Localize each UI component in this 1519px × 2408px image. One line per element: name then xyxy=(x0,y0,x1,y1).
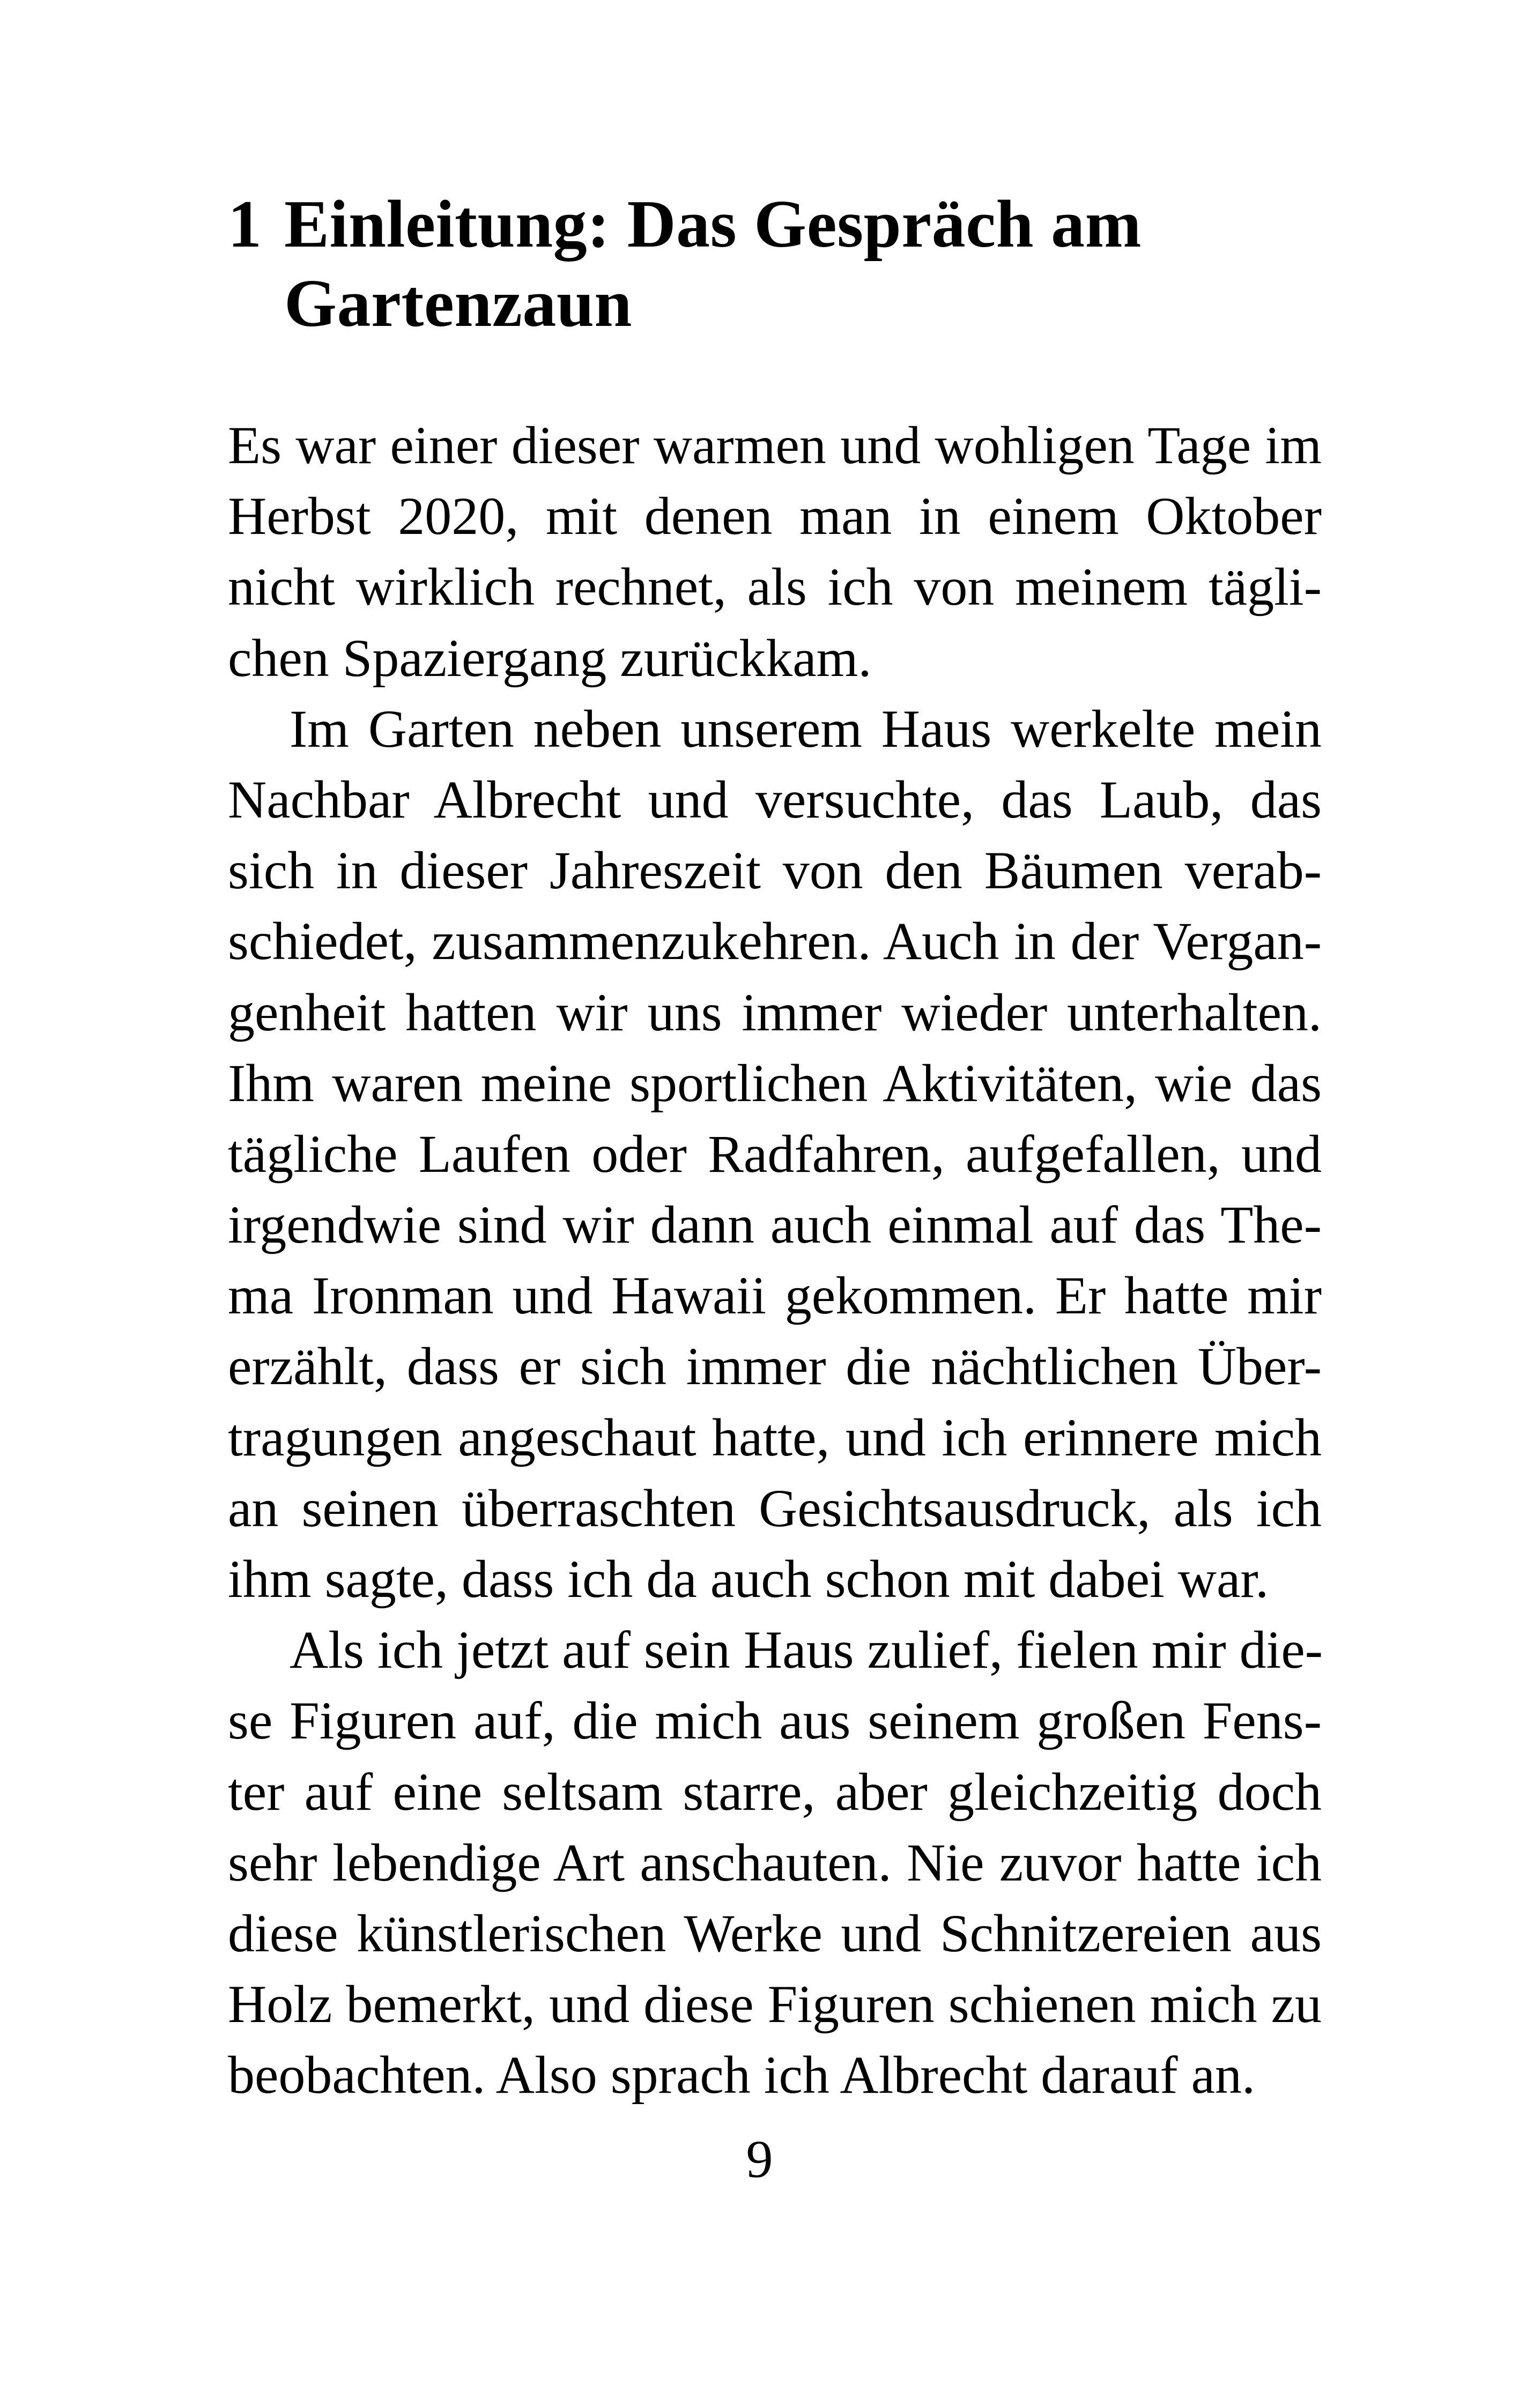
text-line: se Figuren auf, die mich aus seinem großen Fens- xyxy=(228,1691,1322,1751)
text-line: chen Spaziergang zurückkam. xyxy=(228,628,872,688)
page-number: 9 xyxy=(746,2129,773,2189)
chapter-heading-line-1 xyxy=(228,185,1322,264)
text-line: ter auf eine seltsam starre, aber gleichzeitig doch xyxy=(228,1762,1322,1822)
text-line: sehr lebendige Art anschauten. Nie zuvor hatte ich xyxy=(228,1832,1322,1892)
body-text xyxy=(228,410,1322,2111)
chapter-title-line: Gartenzaun xyxy=(284,266,632,341)
text-line: erzählt, dass er sich immer die nächtlichen Über- xyxy=(228,1336,1322,1396)
text-line: Nachbar Albrecht und versuchte, das Laub, das xyxy=(228,769,1322,829)
text-line: irgendwie sind wir dann auch einmal auf das The- xyxy=(228,1195,1322,1255)
text-line: Im Garten neben unserem Haus werkelte mein xyxy=(290,698,1322,759)
text-line: schiedet, zusammenzukehren. Auch in der Vergan- xyxy=(228,911,1322,971)
text-line: Es war einer dieser warmen und wohligen Tage im xyxy=(228,415,1322,475)
text-line: beobachten. Also sprach ich Albrecht darauf an. xyxy=(228,2045,1255,2105)
chapter-heading-line-2 xyxy=(228,264,1322,344)
text-line: an seinen überraschten Gesichtsausdruck, als ich xyxy=(228,1478,1322,1538)
text-line: nicht wirklich rechnet, als ich von meinem tägli- xyxy=(228,557,1322,617)
text-line: sich in dieser Jahreszeit von den Bäumen verab- xyxy=(228,841,1322,901)
text-line: genheit hatten wir uns immer wieder unterhalten. xyxy=(228,982,1322,1042)
chapter-title-line: Einleitung: Das Gespräch am xyxy=(284,187,1142,262)
text-line: ma Ironman und Hawaii gekommen. Er hatte mir xyxy=(228,1266,1322,1326)
text-line: Als ich jetzt auf sein Haus zulief, fielen mir die- xyxy=(290,1620,1323,1680)
text-line: Holz bemerkt, und diese Figuren schienen mich zu xyxy=(228,1974,1322,2034)
chapter-number: 1 xyxy=(228,187,262,262)
paragraph-1 xyxy=(228,410,1322,694)
paragraph-3 xyxy=(228,1615,1322,2110)
text-line: diese künstlerischen Werke und Schnitzereien aus xyxy=(228,1903,1322,1963)
text-line: Ihm waren meine sportlichen Aktivitäten, wie das xyxy=(228,1053,1322,1113)
paragraph-2 xyxy=(228,694,1322,1615)
text-line: tragungen angeschaut hatte, und ich erinnere mich xyxy=(228,1407,1322,1467)
text-line: ihm sagte, dass ich da auch schon mit dabei war. xyxy=(228,1549,1269,1609)
text-line: tägliche Laufen oder Radfahren, aufgefallen, und xyxy=(228,1124,1322,1184)
chapter-heading xyxy=(228,185,1322,344)
text-line: Herbst 2020, mit denen man in einem Oktober xyxy=(228,486,1322,546)
